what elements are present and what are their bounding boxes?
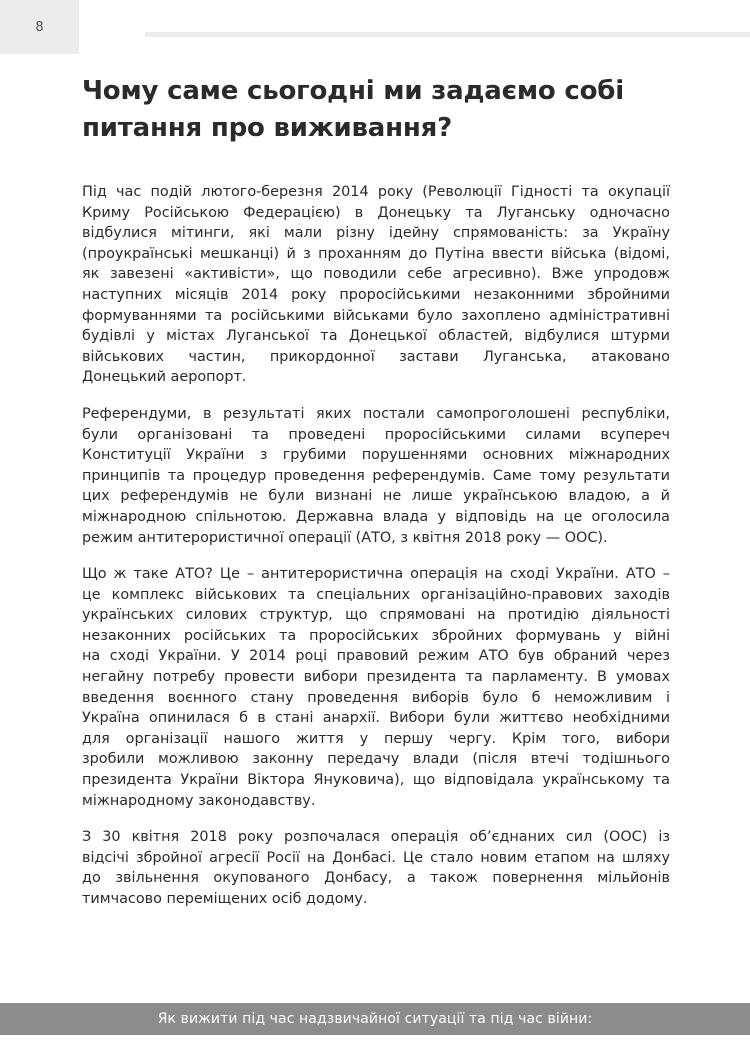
paragraph-line: відсічі збройної агресії Росії на Донбасі. Це стало новим етапом на шляху (82, 849, 670, 866)
paragraph-line: незаконних російських та проросійських збройних формувань у війні (82, 627, 670, 644)
paragraph-line: Під час подій лютого-березня 2014 року (Революції Гідності та окупації (82, 184, 670, 200)
paragraph-line: як завезені «активісти», що поводили себе агресивно). Вже упродовж (82, 266, 670, 283)
paragraph-line: негайну потребу провести вибори президента та парламенту. В умовах (82, 669, 670, 686)
paragraph-line: будівлі у містах Луганської та Донецької областей, відбулися штурми (82, 328, 670, 345)
paragraph (82, 827, 670, 909)
paragraph-line: Референдуми, в результаті яких постали самопроголошені республіки, (82, 405, 670, 422)
paragraph-line: Що ж таке АТО? Це – антитерористична операція на сході України. АТО – (82, 566, 670, 583)
paragraph-line: Криму Російською Федерацією) в Донецьку та Луганську одночасно (82, 204, 670, 221)
paragraph-line: це комплекс військових та спеціальних організаційно-правових заходів (82, 586, 670, 603)
body-text (82, 182, 670, 926)
page-number (0, 0, 79, 54)
paragraph-line: З 30 квітня 2018 року розпочалася операція об’єднаних сил (ООС) із (82, 829, 670, 846)
page-title (82, 73, 682, 147)
paragraph-line: зробили можливою законну передачу влади (після втечі тодішнього (82, 751, 670, 768)
paragraph-line: режим антитерористичної операції (АТО, з квітня 2018 року — ООС). (82, 529, 608, 546)
paragraph-line: формуваннями та російськими військами було захоплено адміністративні (82, 307, 670, 324)
footer-band (0, 1003, 750, 1035)
paragraph-line: для організації нашого життя у першу чергу. Крім того, вибори (82, 730, 670, 747)
paragraph (82, 182, 670, 388)
page-title-line: Чому саме сьогодні ми задаємо собі (82, 76, 624, 106)
header-divider (145, 32, 750, 37)
footer-text: Як вижити під час надзвичайної ситуації та під час війни: (157, 1011, 593, 1027)
paragraph (82, 404, 670, 548)
page-title-line: питання про виживання? (82, 113, 453, 143)
paragraph-line: Конституції України з грубими порушеннями основних міжнародних (82, 447, 670, 464)
paragraph-line: відбулися мітинги, які мали різну ідейну спрямованість: за Україну (82, 225, 670, 242)
paragraph-line: українських силових структур, що спрямовані на протидію діяльності (82, 607, 670, 624)
paragraph-line: міжнародному законодавству. (82, 792, 316, 809)
paragraph-line: президента України Віктора Януковича), що відповідала українському та (82, 772, 670, 789)
paragraph-line: наступних місяців 2014 року проросійськими незаконними збройними (82, 286, 670, 303)
paragraph-line: військових частин, прикордонної застави Луганська, атаковано (82, 348, 670, 365)
paragraph-line: на сході України. У 2014 році правовий режим АТО був обраний через (82, 648, 670, 665)
paragraph-line: до звільнення окупованого Донбасу, а також повернення мільйонів (82, 870, 670, 887)
paragraph-line: тимчасово переміщених осіб додому. (82, 891, 368, 907)
paragraph-line: (проукраїнські мешканці) й з проханням до Путіна ввести війська (відомі, (82, 245, 670, 262)
paragraph-line: Донецький аеропорт. (82, 369, 247, 386)
paragraph (82, 564, 670, 811)
paragraph-line: міжнародною спільнотою. Державна влада у відповідь на це оголосила (82, 508, 670, 525)
paragraph-line: Україна опинилася б в стані анархії. Вибори були життєво необхідними (82, 710, 670, 727)
paragraph-line: введення воєнного стану проведення виборів було б неможливим і (82, 689, 670, 706)
paragraph-line: цих референдумів не були визнані не лише українською владою, а й (82, 488, 670, 505)
paragraph-line: принципів та процедур проведення референдумів. Саме тому результати (82, 467, 670, 484)
paragraph-line: були організовані та проведені проросійськими силами всупереч (82, 426, 670, 443)
page-number-label: 8 (35, 19, 44, 35)
